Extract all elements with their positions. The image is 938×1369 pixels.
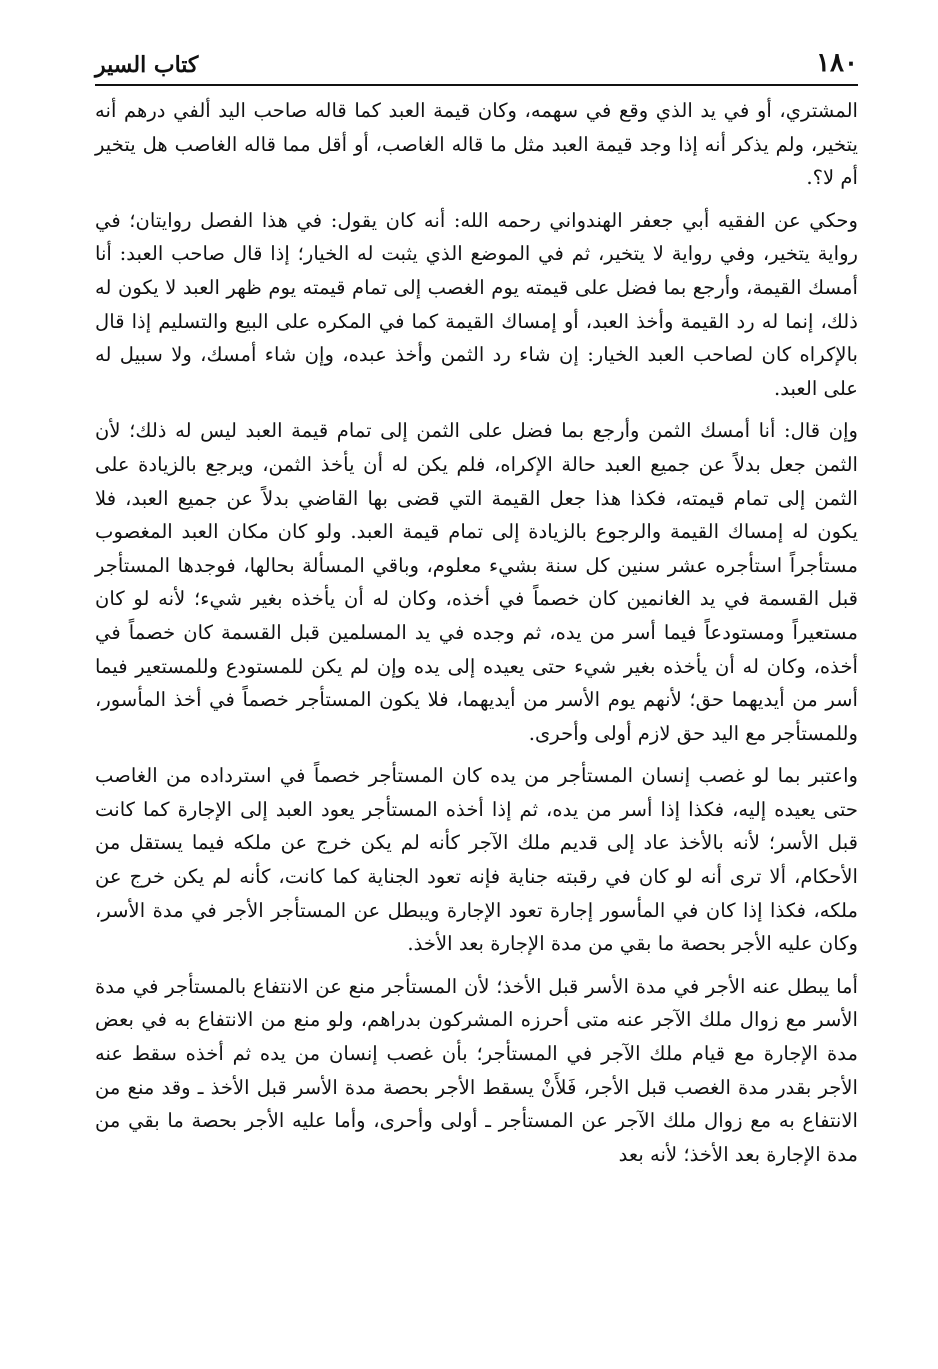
paragraph: وإن قال: أنا أمسك الثمن وأرجع بما فضل على الثمن إلى تمام قيمة العبد ليس له ذلك؛ لأن الثمن جعل بدلاً عن جميع العبد حالة الإكراه، فلم يكن له أن يأخذ الثمن، ويرجع بالزيادة على الثمن إلى تمام قيمته، فكذا هذا جعل القيمة التي قضى بها القاضي بدلاً عن جميع العبد، فلا يكون له إمساك القيمة والرجوع بالزيادة إلى تمام قيمة العبد. ولو كان مكان العبد المغصوب مستأجراً استأجره عشر سنين كل سنة بشيء معلوم، وباقي المسألة بحالها، فوجدها المستأجر قبل القسمة في يد الغانمين كان خصماً في أخذه، وكان له أن يأخذه بغير شيء؛ لأنه لو كان مستعيراً ومستودعاً فيما أسر من يده، ثم وجده في يد المسلمين قبل القسمة كان خصماً في أخذه، وكان له أن يأخذه بغير شيء حتى يعيده إلى يده وإن لم يكن للمستودع وللمستعير فيما أسر من أيديهما حق؛ لأنهم يوم الأسر من أيديهما، فلا يكون المستأجر خصماً في أخذ المأسور، وللمستأجر مع اليد حق لازم أولى وأحرى. <box>95 419 859 745</box>
page-header <box>95 38 858 78</box>
book-title: كتاب السير <box>95 52 199 78</box>
paragraph: المشتري، أو في يد الذي وقع في سهمه، وكان قيمة العبد كما قاله صاحب اليد ألفي درهم أنه يتخير، ولم يذكر أنه إذا وجد قيمة العبد مثل ما قاله الغاصب، أو أقل مما قاله الغاصب هل يتخير أم لا؟. <box>95 99 858 190</box>
paragraph: واعتبر بما لو غصب إنسان المستأجر من يده كان المستأجر خصماً في استرداده من الغاصب حتى يعيده إليه، فكذا إذا أسر من يده، ثم إذا أخذه المستأجر يعود العبد إلى الإجارة كما كانت قبل الأسر؛ لأنه بالأخذ عاد إلى قديم ملك الآجر كأنه لم يكن خرج عن ملكه فيما يستقل من الأحكام، ألا ترى أنه لو كان في رقبته جناية فإنه تعود الجناية كما كانت، كأنه لم يكن خرج عن ملكه، فكذا إذا كان في المأسور إجارة تعود الإجارة ويبطل عن المستأجر الأجر في مدة الأسر، وكان عليه الأجر بحصة ما بقي من مدة الإجارة بعد الأخذ. <box>95 764 858 956</box>
paragraph: أما يبطل عنه الأجر في مدة الأسر قبل الأخذ؛ لأن المستأجر منع عن الانتفاع بالمستأجر في مدة الأسر مع زوال ملك الآجر عنه متى أحرزه المشركون بدراهم، ولو منع من الانتفاع به في بعض مدة الإجارة مع قيام ملك الآجر في المستأجر؛ بأن غصب إنسان من يده ثم أخذه سقط عنه الأجر بقدر مدة الغصب قبل الأجر، فَلأَنْ يسقط الأجر بحصة مدة الأسر قبل الأخذ ـ وقد منع من الانتفاع به مع زوال ملك الآجر عن المستأجر ـ أولى وأحرى، وأما عليه الأجر بحصة ما بقي من مدة الإجارة بعد الأخذ؛ لأنه بعد <box>95 974 858 1166</box>
header-divider <box>95 84 858 86</box>
page-number: ١٨٠ <box>816 48 858 78</box>
body-text <box>95 94 858 1180</box>
paragraph: وحكي عن الفقيه أبي جعفر الهندواني رحمه الله: أنه كان يقول: في هذا الفصل روايتان؛ في رواية يتخير، وفي رواية لا يتخير، ثم في الموضع الذي يثبت له الخيار؛ إذا قال صاحب العبد: أنا أمسك القيمة، وأرجع بما فضل على قيمته يوم الغصب إلى تمام قيمته يوم ظهر العبد لا يكون له ذلك، إنما له رد القيمة وأخذ العبد، أو إمساك القيمة كما في المكره على البيع والتسليم إذا قال بالإكراه كان لصاحب العبد الخيار: إن شاء رد الثمن وأخذ عبده، وإن شاء أمسك، ولا سبيل له على العبد. <box>95 208 858 400</box>
